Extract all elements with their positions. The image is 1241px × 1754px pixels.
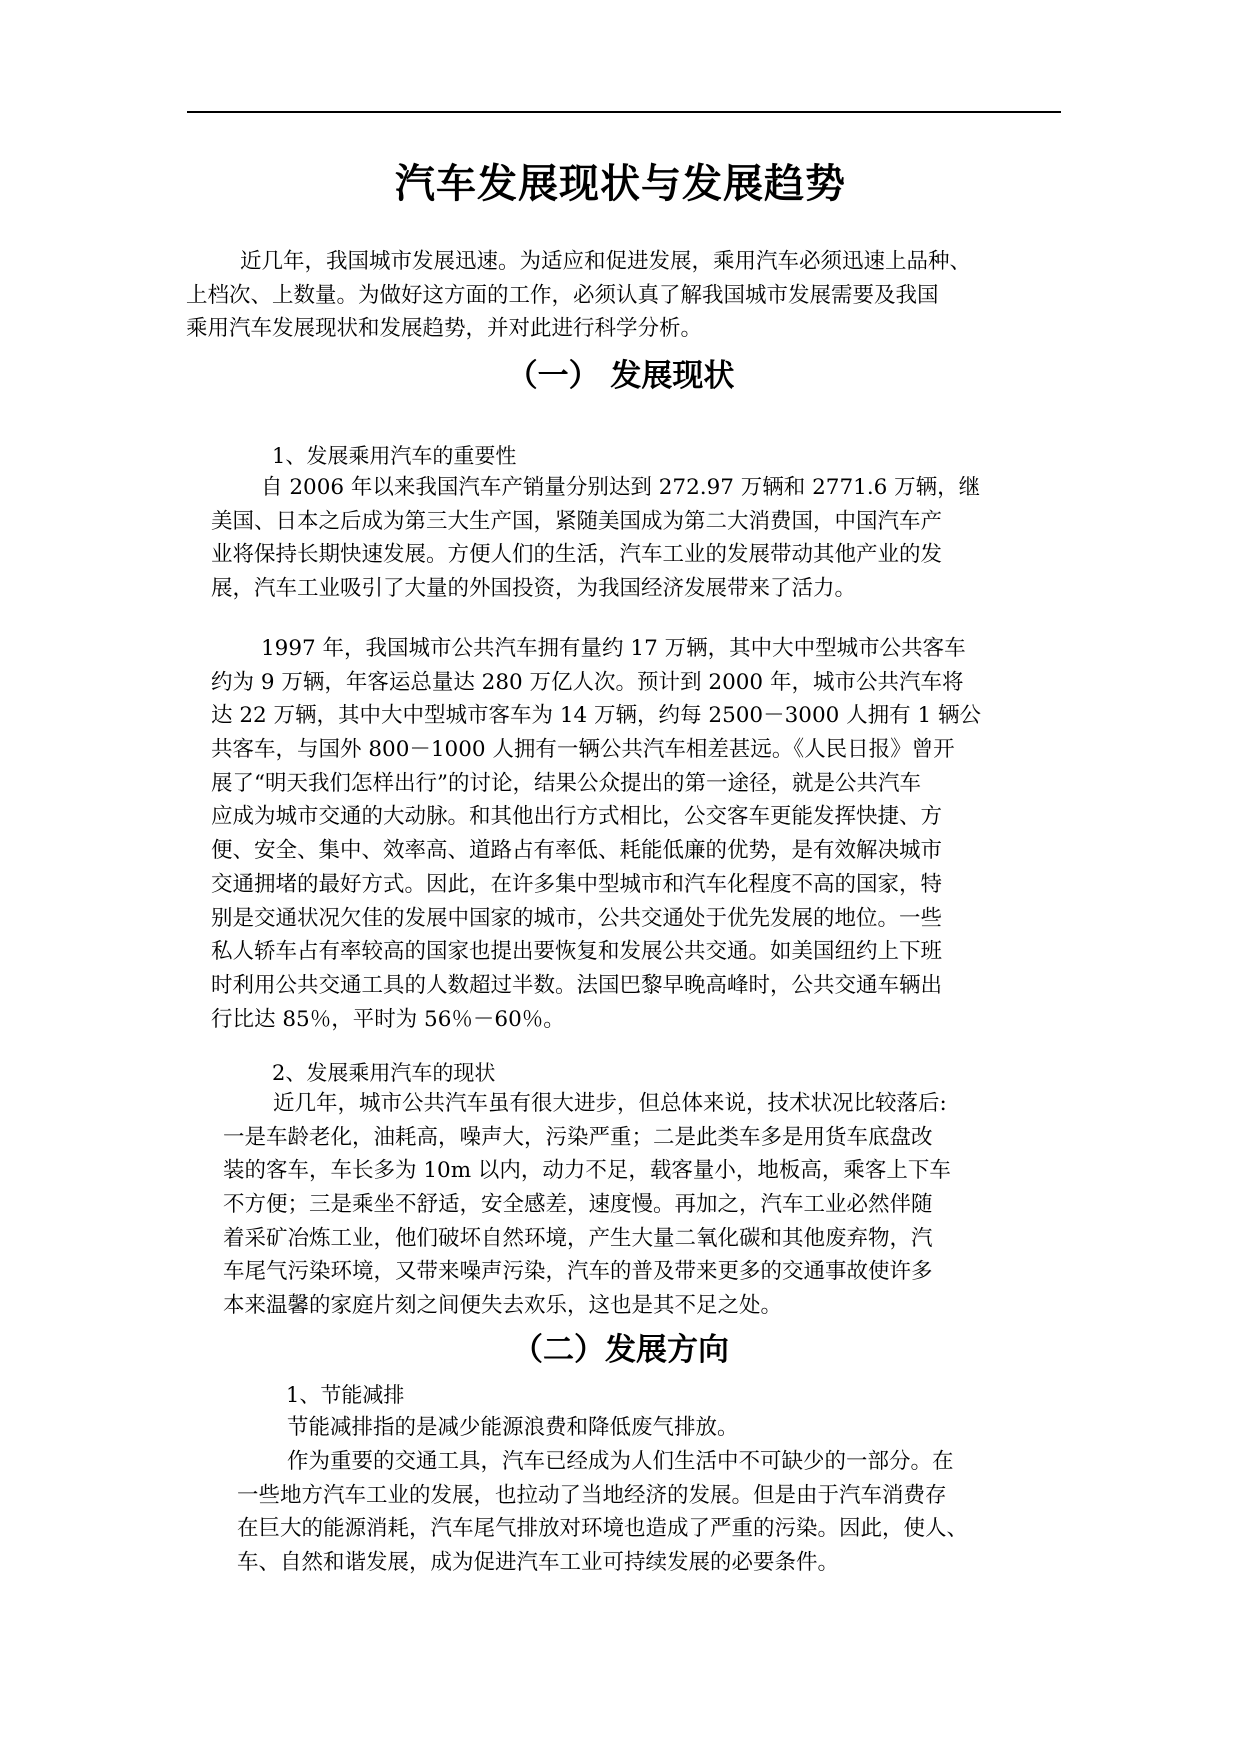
document-title: 汽车发展现状与发展趋势 [395,161,846,207]
paragraph-line: 别是交通状况欠佳的发展中国家的城市，公共交通处于优先发展的地位。一些 [211,905,943,931]
paragraph-line: 应成为城市交通的大动脉。和其他出行方式相比，公交客车更能发挥快捷、方 [211,804,943,830]
section2-heading: （二）发展方向 [512,1332,729,1368]
paragraph-line: 一些地方汽车工业的发展，也拉动了当地经济的发展。但是由于汽车消费存 [237,1482,947,1508]
paragraph-line: 共客车，与国外 800－1000 人拥有一辆公共汽车相差甚远。《人民日报》曾开 [211,737,955,763]
paragraph-line: 车、自然和谐发展，成为促进汽车工业可持续发展的必要条件。 [237,1550,840,1576]
paragraph-line: 便、安全、集中、效率高、道路占有率低、耗能低廉的优势，是有效解决城市 [211,838,943,864]
intro-line: 近几年，我国城市发展迅速。为适应和促进发展，乘用汽车必须迅速上品种、 [240,249,972,274]
section2-sub1-paragraph1 [237,1411,739,1445]
section1-heading: （一） 发展现状 [506,358,735,394]
section1-sub1-paragraph2 [211,632,981,1036]
paragraph-line: 业将保持长期快速发展。方便人们的生活，汽车工业的发展带动其他产业的发 [211,542,943,568]
paragraph-line: 美国、日本之后成为第三大生产国，紧随美国成为第二大消费国，中国汽车产 [211,508,943,534]
paragraph-line: 交通拥堵的最好方式。因此，在许多集中型城市和汽车化程度不高的国家，特 [211,871,943,897]
paragraph-line: 时利用公共交通工具的人数超过半数。法国巴黎早晚高峰时，公共交通车辆出 [211,972,943,998]
section2-sub1-title: 1、节能减排 [286,1383,405,1407]
paragraph-line: 着采矿冶炼工业，他们破坏自然环境，产生大量二氧化碳和其他废弃物，汽 [223,1225,933,1251]
paragraph-line: 自 2006 年以来我国汽车产销量分别达到 272.97 万辆和 2771.6 万辆，继 [261,475,981,500]
section2-sub1-paragraph2 [237,1445,968,1580]
paragraph-line: 在巨大的能源消耗，汽车尾气排放对环境也造成了严重的污染。因此，使人、 [237,1516,969,1542]
paragraph-line: 不方便；三是乘坐不舒适，安全感差，速度慢。再加之，汽车工业必然伴随 [223,1192,933,1218]
paragraph-line: 近几年，城市公共汽车虽有很大进步，但总体来说，技术状况比较落后: [273,1091,947,1116]
paragraph-line: 一是车龄老化，油耗高，噪声大，污染严重；二是此类车多是用货车底盘改 [223,1124,933,1150]
section1-sub2-paragraph [223,1087,951,1323]
paragraph-line: 展了“明天我们怎样出行”的讨论，结果公众提出的第一途径，就是公共汽车 [211,770,921,796]
intro-line: 上档次、上数量。为做好这方面的工作，必须认真了解我国城市发展需要及我国 [186,282,939,308]
paragraph-line: 作为重要的交通工具，汽车已经成为人们生活中不可缺少的一部分。在 [287,1449,954,1474]
paragraph-line: 展，汽车工业吸引了大量的外国投资，为我国经济发展带来了活力。 [211,576,857,602]
paragraph-line: 约为 9 万辆，年客运总量达 280 万亿人次。预计到 2000 年，城市公共汽车将 [211,669,964,695]
paragraph-line: 本来温馨的家庭片刻之间便失去欢乐，这也是其不足之处。 [223,1293,783,1319]
paragraph-line: 节能减排指的是减少能源浪费和降低废气排放。 [287,1415,739,1440]
section1-sub1-title: 1、发展乘用汽车的重要性 [272,444,517,468]
intro-paragraph [186,245,971,346]
paragraph-line: 车尾气污染环境，又带来噪声污染，汽车的普及带来更多的交通事故使许多 [223,1259,933,1285]
paragraph-line: 私人轿车占有率较高的国家也提出要恢复和发展公共交通。如美国纽约上下班 [211,939,943,965]
paragraph-line: 装的客车，车长多为 10m 以内，动力不足，载客量小，地板高，乘客上下车 [223,1158,951,1184]
header-rule [187,111,1061,113]
paragraph-line: 达 22 万辆，其中大中型城市客车为 14 万辆，约每 2500－3000 人拥有 1 辆公 [211,703,982,729]
section1-sub1-paragraph1 [211,471,980,606]
section1-sub2-title: 2、发展乘用汽车的现状 [272,1061,496,1085]
paragraph-line: 1997 年，我国城市公共汽车拥有量约 17 万辆，其中大中型城市公共客车 [261,636,966,661]
paragraph-line: 行比达 85％，平时为 56％－60％。 [211,1006,565,1032]
intro-line: 乘用汽车发展现状和发展趋势，并对此进行科学分析。 [186,316,703,342]
